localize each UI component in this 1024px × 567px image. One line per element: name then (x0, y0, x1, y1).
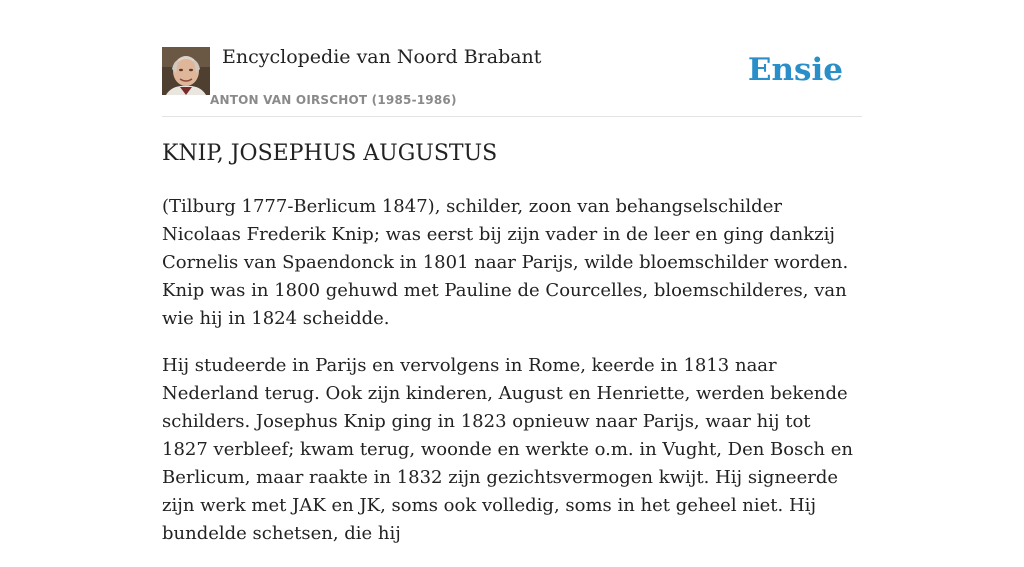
ensie-logo[interactable]: Ensie (747, 52, 843, 88)
article-body (162, 193, 862, 567)
avatar-image (162, 47, 210, 95)
article-title: KNIP, JOSEPHUS AUGUSTUS (162, 141, 498, 166)
article-paragraph: (Tilburg 1777-Berlicum 1847), schilder, zoon van behangselschilder Nicolaas Frederik Knip; was eerst bij zijn vader in de leer en ging dankzij Cornelis van Spaendonck in 1801 naar Parijs, wilde bloemschilder worden. Knip was in 1800 gehuwd met Pauline de Courcelles, bloemschilderes, van wie hij in 1824 scheidde. (162, 196, 849, 329)
encyclopedia-title[interactable]: Encyclopedie van Noord Brabant (222, 46, 542, 68)
author-avatar[interactable] (162, 47, 210, 95)
header (162, 46, 862, 117)
author-name[interactable]: ANTON VAN OIRSCHOT (1985-1986) (210, 93, 457, 107)
article-paragraph: Hij studeerde in Parijs en vervolgens in Rome, keerde in 1813 naar Nederland terug. Ook zijn kinderen, August en Henriette, werden bekende schilders. Josephus Knip ging in 1823 opnieuw naar Parijs, waar hij tot 1827 verbleef; kwam terug, woonde en werkte o.m. in Vught, Den Bosch en Berlicum, maar raakte in 1832 zijn gezichtsvermogen kwijt. Hij signeerde zijn werk met JAK en JK, soms ook volledig, soms in het geheel niet. Hij bundelde schetsen, die hij (162, 355, 853, 544)
